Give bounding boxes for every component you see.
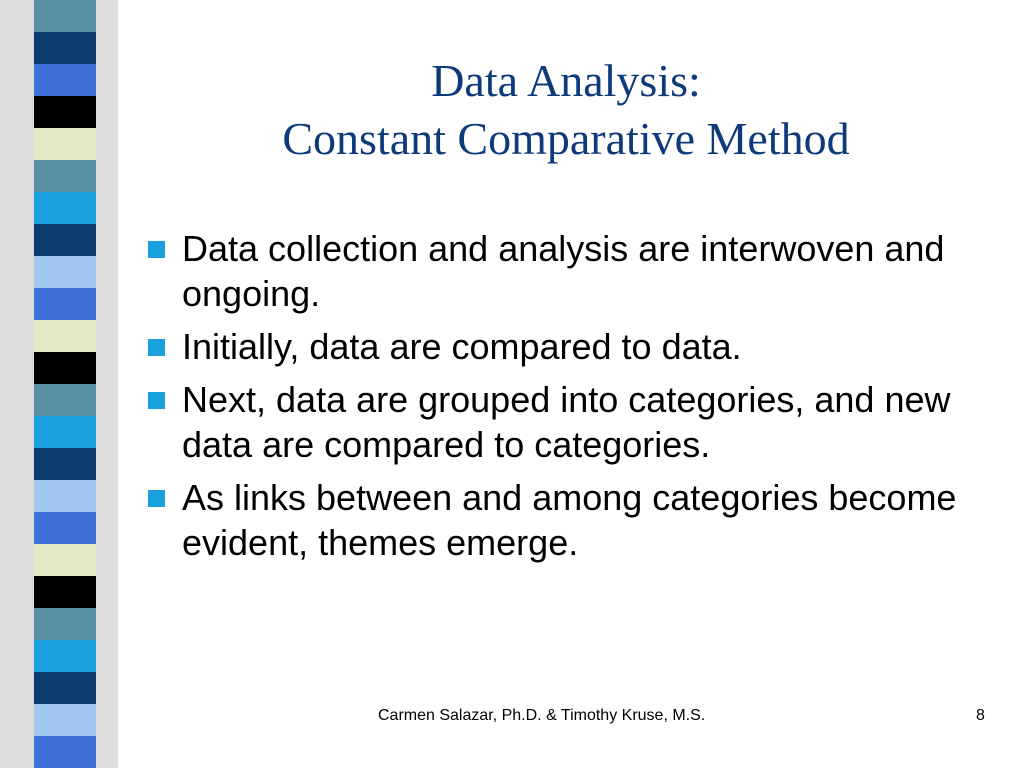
square-bullet-icon [148, 392, 165, 409]
square-bullet-icon [148, 241, 165, 258]
bullet-text: As links between and among categories become evident, themes emerge. [182, 477, 957, 563]
stripe-band [34, 416, 96, 448]
bullet-list [148, 226, 1008, 573]
stripe-band [34, 0, 96, 32]
bullet-text: Data collection and analysis are interwoven and ongoing. [182, 228, 945, 314]
stripe-band [34, 736, 96, 768]
title-line-2: Constant Comparative Method [282, 113, 850, 164]
bullet-text: Next, data are grouped into categories, and new data are compared to categories. [182, 379, 951, 465]
stripe-band [34, 192, 96, 224]
stripe-band [34, 160, 96, 192]
bullet-item [148, 475, 1008, 565]
stripe-band [34, 512, 96, 544]
stripe-band [34, 320, 96, 352]
stripe-band [34, 480, 96, 512]
stripe-band [34, 384, 96, 416]
page-number: 8 [976, 707, 985, 724]
slide-title [120, 52, 1012, 168]
stripe-band [34, 576, 96, 608]
stripe-band [34, 32, 96, 64]
stripe-band [34, 64, 96, 96]
stripe-band [34, 288, 96, 320]
bullet-item [148, 226, 1008, 316]
stripe-band [34, 352, 96, 384]
decorative-stripe-column [0, 0, 118, 768]
stripe-band [34, 128, 96, 160]
stripe-band [34, 224, 96, 256]
stripe-band [34, 448, 96, 480]
slide-footer: Carmen Salazar, Ph.D. & Timothy Kruse, M.S. [378, 707, 706, 724]
stripe-band [34, 256, 96, 288]
stripe-band [34, 672, 96, 704]
stripe-band [34, 96, 96, 128]
stripe-band [34, 544, 96, 576]
stripe-band [34, 640, 96, 672]
title-line-1: Data Analysis: [431, 55, 701, 106]
bullet-item [148, 324, 1008, 369]
stripe-band [34, 704, 96, 736]
bullet-item [148, 377, 1008, 467]
square-bullet-icon [148, 339, 165, 356]
bullet-text: Initially, data are compared to data. [182, 326, 742, 367]
stripe-band [34, 608, 96, 640]
square-bullet-icon [148, 490, 165, 507]
